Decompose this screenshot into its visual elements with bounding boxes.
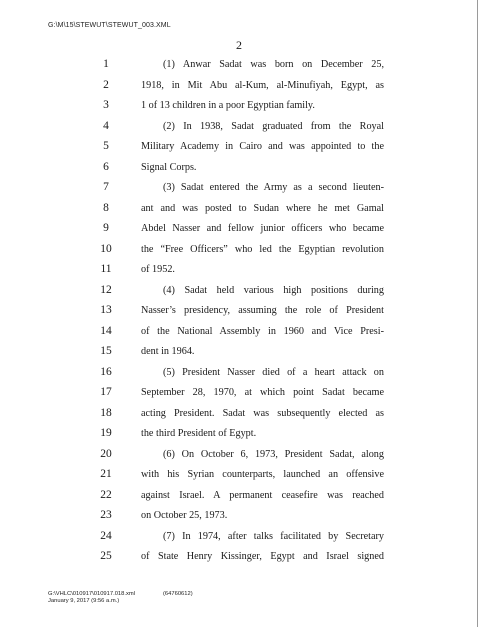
document-line	[0, 426, 476, 447]
document-line	[0, 344, 476, 365]
line-number: 14	[100, 324, 112, 337]
line-text: Signal Corps.	[141, 161, 197, 173]
line-text: (7) In 1974, after talks facilitated by Secretary	[163, 530, 384, 542]
document-line	[0, 549, 476, 570]
document-line	[0, 324, 476, 345]
document-line	[0, 447, 476, 468]
line-number: 20	[100, 447, 112, 460]
line-number: 23	[100, 509, 112, 521]
line-text: Abdel Nasser and fellow junior officers who became	[141, 223, 384, 234]
line-number: 12	[100, 283, 112, 296]
line-number: 24	[100, 529, 112, 542]
line-text: of the National Assembly in 1960 and Vice Presi-	[141, 325, 384, 337]
line-text: with his Syrian counterparts, launched an offensive	[141, 469, 384, 480]
line-text: 1 of 13 children in a poor Egyptian family.	[141, 100, 315, 111]
line-text: the third President of Egypt.	[141, 428, 257, 439]
line-text: Military Academy in Cairo and was appointed to the	[141, 141, 384, 152]
document-line	[0, 262, 476, 283]
line-text: the “Free Officers” who led the Egyptian revolution	[141, 243, 384, 255]
footer	[48, 591, 193, 605]
document-line	[0, 406, 476, 427]
line-number: 22	[100, 488, 112, 501]
line-text: (4) Sadat held various high positions during	[163, 284, 384, 296]
document-line	[0, 160, 476, 181]
document-line	[0, 385, 476, 406]
document-line	[0, 78, 476, 99]
footer-file-path: G:\VHLC\010917\010917.018.xml	[48, 591, 136, 597]
line-number: 5	[103, 140, 109, 152]
line-number: 10	[100, 242, 112, 255]
line-number: 6	[103, 160, 109, 173]
line-text: (1) Anwar Sadat was born on December 25,	[163, 59, 384, 70]
page-edge	[477, 0, 478, 627]
document-line	[0, 180, 476, 201]
line-text: (6) On October 6, 1973, President Sadat, along	[163, 448, 384, 460]
footer-code: (64760612)	[163, 591, 193, 597]
line-number: 19	[100, 427, 112, 439]
line-text: Nasser’s presidency, assuming the role of President	[141, 305, 384, 316]
document-line	[0, 488, 476, 509]
line-number: 25	[100, 550, 112, 562]
document-line	[0, 57, 476, 78]
line-number: 4	[103, 119, 109, 132]
document-line	[0, 139, 476, 160]
document-line	[0, 508, 476, 529]
line-number: 1	[103, 58, 109, 70]
line-number: 16	[100, 365, 112, 378]
line-text: 1918, in Mit Abu al-Kum, al-Minufiyah, Egypt, as	[141, 79, 384, 91]
header-file-path: G:\M\15\STEWUT\STEWUT_003.XML	[48, 22, 171, 29]
footer-date: January 9, 2017 (9:56 a.m.)	[48, 598, 120, 604]
document-line	[0, 283, 476, 304]
document-line	[0, 529, 476, 550]
document-line	[0, 467, 476, 488]
line-number: 9	[103, 222, 109, 234]
line-text: against Israel. A permanent ceasefire was reached	[141, 489, 384, 501]
document-line	[0, 221, 476, 242]
line-number: 21	[100, 468, 112, 480]
line-number: 17	[100, 386, 112, 398]
line-number: 15	[100, 345, 112, 357]
page-number: 2	[236, 38, 242, 52]
line-text: of State Henry Kissinger, Egypt and Israel signed	[141, 551, 384, 562]
line-number: 3	[103, 99, 109, 111]
line-text: acting President. Sadat was subsequently elected as	[141, 407, 384, 419]
numbered-lines	[0, 57, 476, 570]
line-number: 18	[100, 406, 112, 419]
line-number: 13	[100, 304, 112, 316]
line-number: 11	[100, 263, 112, 275]
line-text: (3) Sadat entered the Army as a second lieuten-	[163, 182, 384, 193]
line-number: 8	[103, 201, 109, 214]
line-text: ant and was posted to Sudan where he met Gamal	[141, 202, 384, 214]
line-text: (2) In 1938, Sadat graduated from the Royal	[163, 120, 384, 132]
document-line	[0, 242, 476, 263]
line-text: of 1952.	[141, 264, 175, 275]
document-line	[0, 98, 476, 119]
document-line	[0, 201, 476, 222]
line-text: (5) President Nasser died of a heart attack on	[163, 366, 384, 378]
document-line	[0, 303, 476, 324]
document-line	[0, 119, 476, 140]
line-text: on October 25, 1973.	[141, 510, 228, 521]
document-line	[0, 365, 476, 386]
line-text: September 28, 1970, at which point Sadat became	[141, 387, 384, 398]
line-text: dent in 1964.	[141, 346, 195, 357]
line-number: 2	[103, 78, 109, 91]
line-number: 7	[103, 181, 109, 193]
